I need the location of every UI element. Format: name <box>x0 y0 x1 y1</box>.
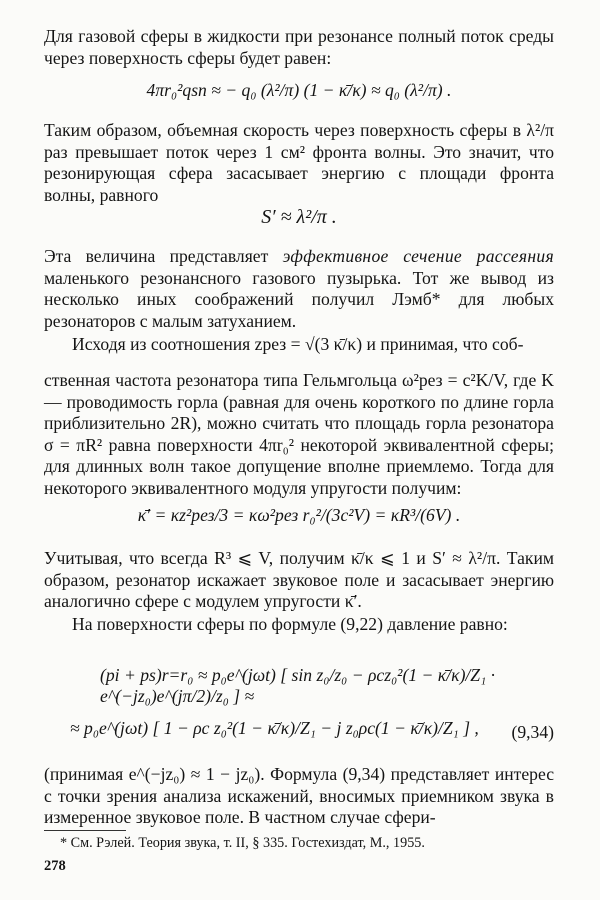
paragraph-interest: (принимая e^(−jz₀) ≈ 1 − jz₀). Формула (9,34) представляет интерес с точки зрения анализа искажений, вносимых приемником звука в измеренное звуковое поле. В частном случае сфери- <box>44 764 554 827</box>
paragraph-volume-rate: Таким образом, объемная скорость через поверхность сферы в λ²/π раз превышает поток через 1 см² фронта волны. Это значит, что резонирующая сфера засасывает энергию с площади фронта волны, равного <box>44 120 554 205</box>
footnote-rule <box>44 830 126 831</box>
paragraph-helmholtz: ственная частота резонатора типа Гельмгольца ω²рез = c²K/V, где K — проводимость горла (равная для очень короткого по длине горла приблизительно 2R), можно считать что площадь горла резонатора σ = πR² равна поверхности 4πr₀² некоторой эквивалентной сферы; для длинных волн такое допущение вполне приемлемо. Тогда для некоторого эквивалентного модуля упругости получим: <box>44 370 554 498</box>
paragraph-resonance-relation: Исходя из соотношения zрез = √(3 κ̄/κ) и принимая, что соб- <box>72 334 524 354</box>
paragraph-effective-section <box>44 246 554 332</box>
page-number: 278 <box>44 858 66 874</box>
term-effective-scattering: эффективное сечение рассеяния <box>282 246 554 266</box>
equation-modulus: κ̄′ = κz²рез/3 = κω²рез r₀²/(3c²V) = κR³/(6V) . <box>137 505 461 525</box>
equation-pressure-line1: (pi + ps)r=r₀ ≈ p₀e^(jωt) [ sin z₀/z₀ − ρcz₀²(1 − κ̄/κ)/Z₁ · e^(−jz₀)e^(jπ/2)/z₀ ] ≈ <box>100 665 496 706</box>
equation-pressure-line2: ≈ p₀e^(jωt) [ 1 − ρc z₀²(1 − κ̄/κ)/Z₁ − j z₀ρc(1 − κ̄/κ)/Z₁ ] , <box>70 718 479 738</box>
equation-number: (9,34) <box>511 722 554 742</box>
paragraph-given-that: Учитывая, что всегда R³ ⩽ V, получим κ̄/κ ⩽ 1 и S′ ≈ λ²/π. Таким образом, резонатор искажает звуковое поле и засасывает энергию аналогично сфере с модулем упругости κ̄′. <box>44 548 554 611</box>
paragraph-pressure-intro: На поверхности сферы по формуле (9,22) давление равно: <box>72 614 508 634</box>
text-segment: Эта величина представляет <box>44 246 283 266</box>
paragraph-gas-sphere-intro: Для газовой сферы в жидкости при резонансе полный поток среды через поверхность сферы будет равен: <box>44 26 554 68</box>
footnote: * См. Рэлей. Теория звука, т. II, § 335. Гостехиздат, М., 1955. <box>60 835 425 851</box>
equation-cross-section: S′ ≈ λ²/π . <box>261 206 337 228</box>
text-segment: маленького резонансного газового пузырька. Тот же вывод из несколько иных соображений получил Лэмб* для любых резонаторов с малым затуханием. <box>44 267 554 331</box>
equation-flux: 4πr₀²qsn ≈ − q₀ (λ²/π) (1 − κ̄/κ) ≈ q₀ (λ²/π) . <box>146 80 452 100</box>
